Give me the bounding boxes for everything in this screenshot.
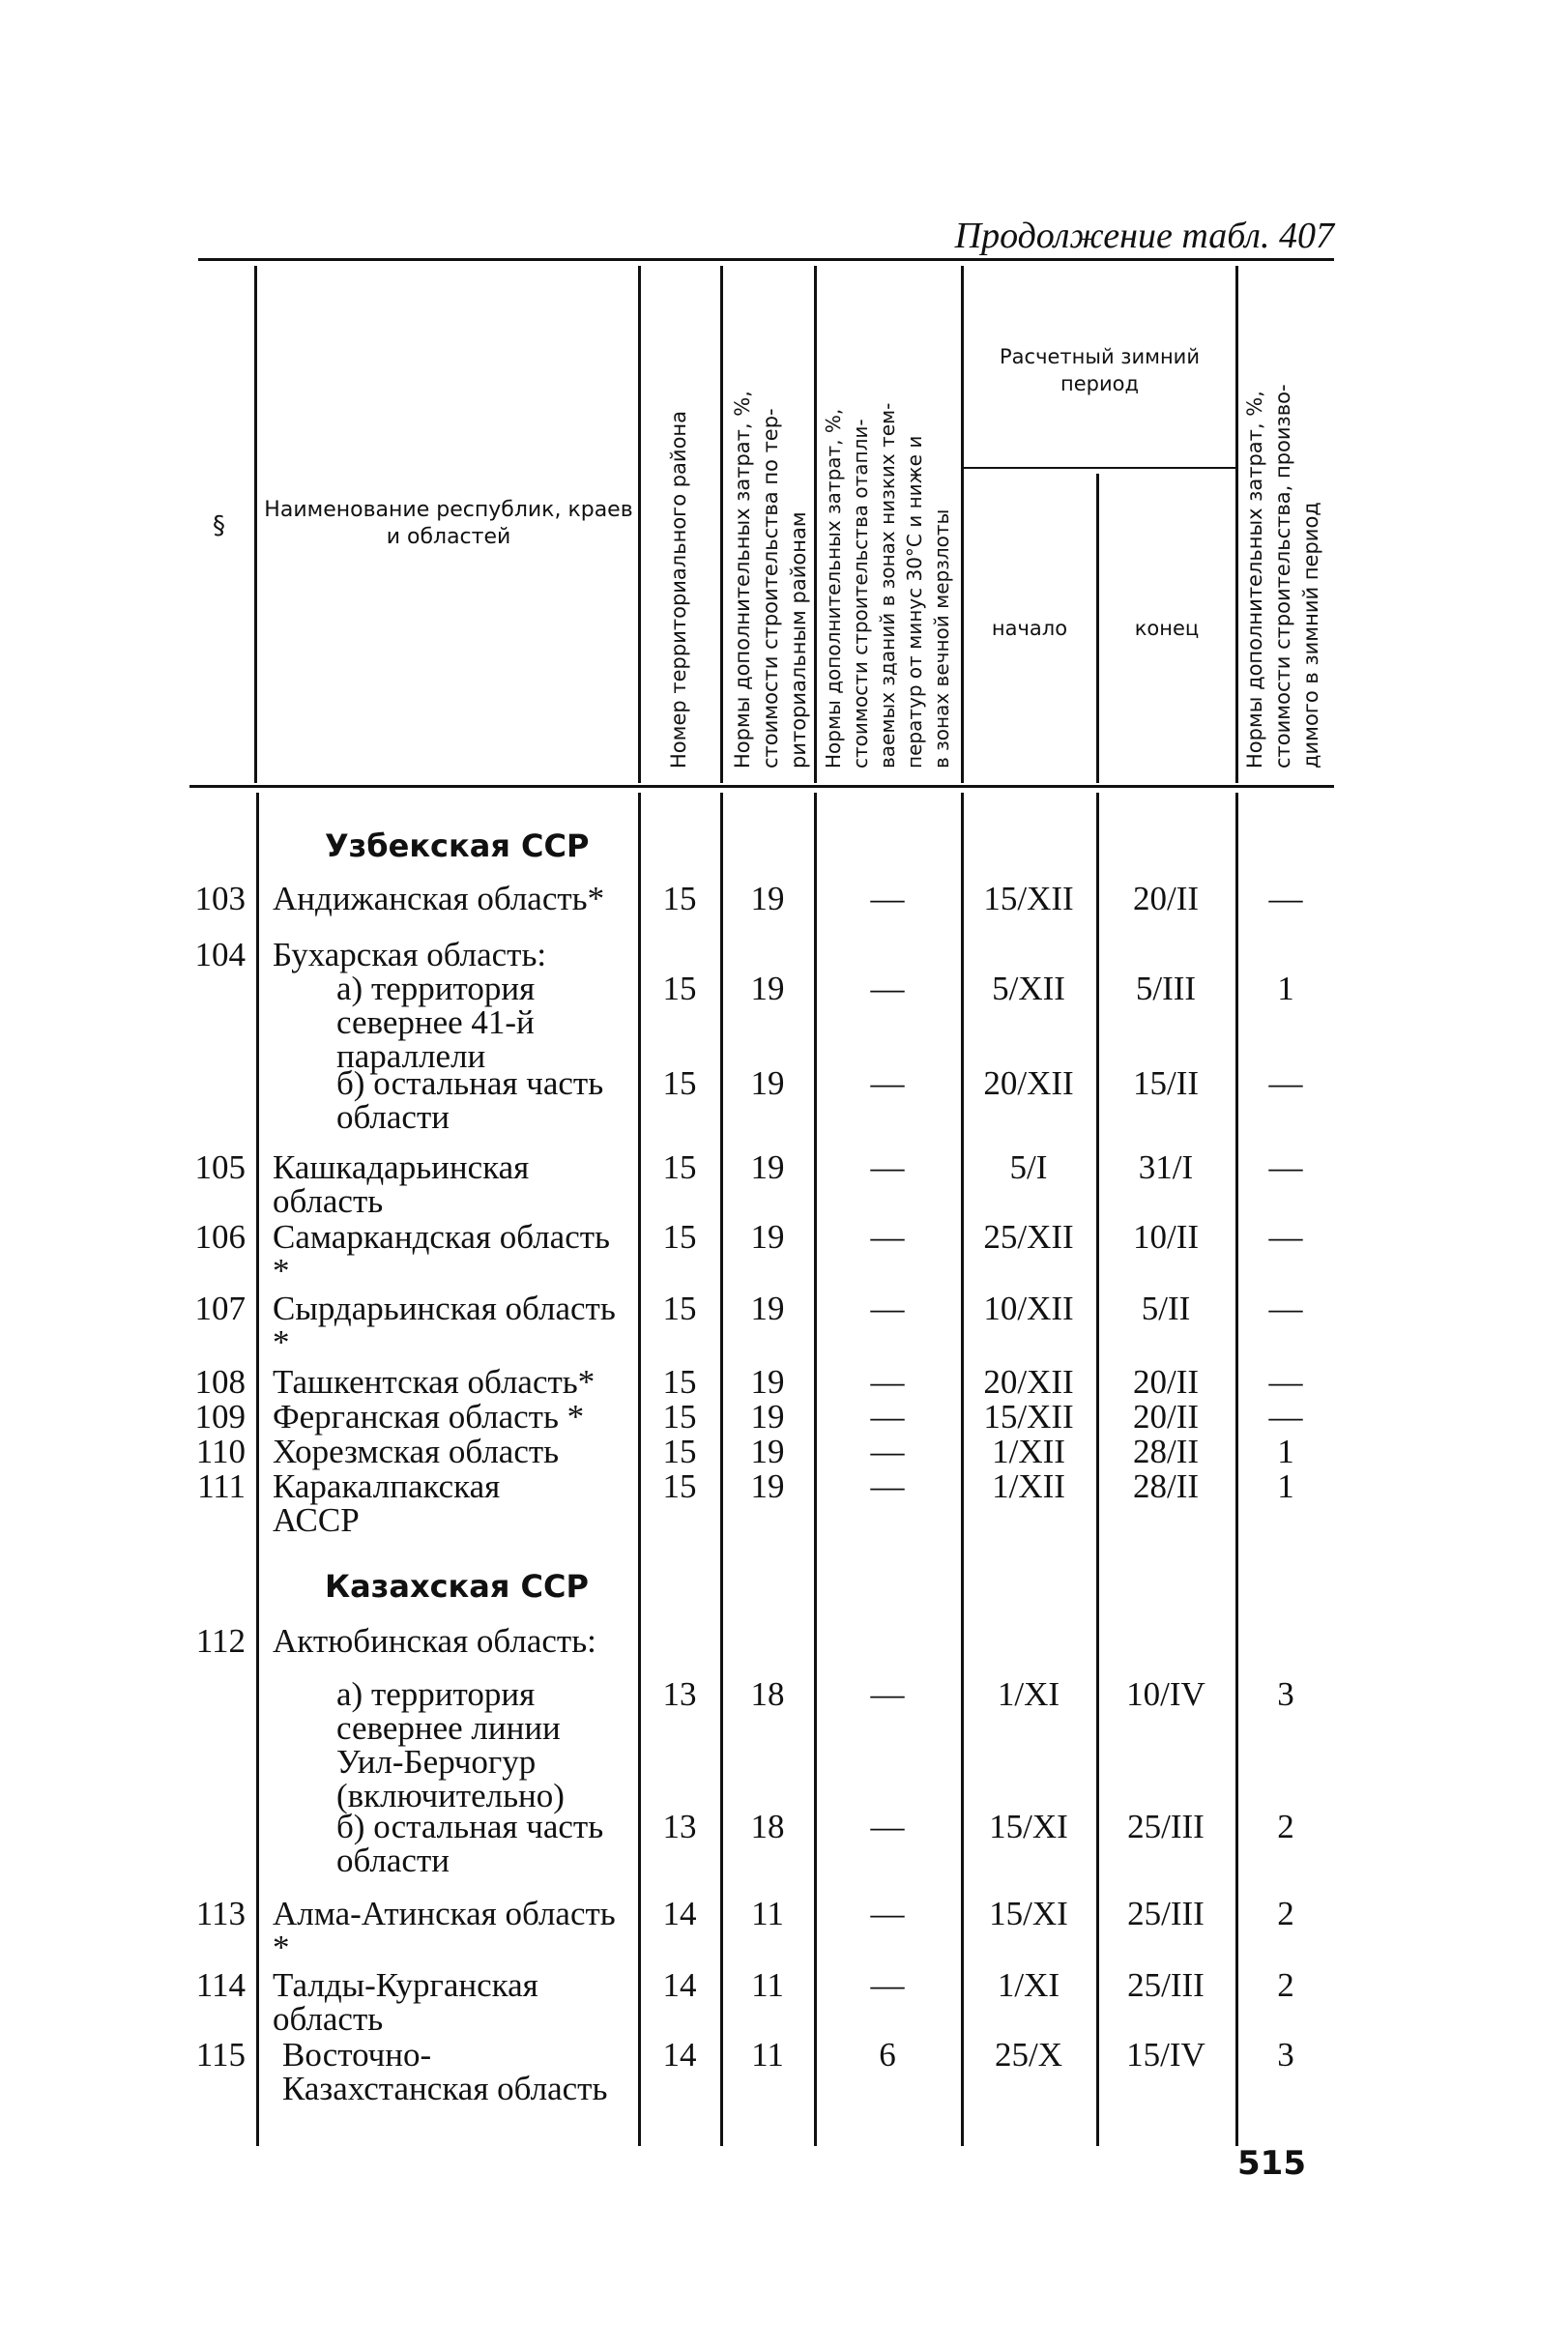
cell-s: 20/XII [983,1363,1074,1401]
cell-e: 10/IV [1126,1675,1205,1713]
cell-s: 25/X [995,2036,1062,2074]
header-winter-period: Расчетный зимний период [1000,345,1200,395]
row-number: 112 [195,1622,246,1660]
cell-s: 15/XII [983,880,1074,917]
cell-h: — [870,1895,905,1932]
row-number: 108 [194,1363,246,1401]
row-number: 105 [194,1148,246,1186]
cell-h: — [870,1467,905,1505]
column-divider [1096,474,1099,783]
cell-e: 20/II [1132,1363,1200,1401]
row-number: 107 [194,1290,246,1327]
section-heading: Узбекская ССР [325,827,590,864]
cell-h: — [870,1218,905,1256]
row-name: Талды-Курганская область [273,1966,538,2038]
cell-d: 13 [662,1808,697,1845]
cell-d: 14 [662,1895,697,1932]
cell-s: 1/XII [992,1433,1065,1470]
cell-h: — [870,1398,905,1436]
row-number: 111 [197,1467,246,1505]
column-divider [1235,266,1238,783]
row-number: 110 [195,1433,246,1470]
cell-s: 25/XII [983,1218,1074,1256]
cell-t: 19 [750,1398,785,1436]
row-name: а) территория севернее линии Уил-Берчогур (включительно) [336,1675,565,1814]
row-name: Бухарская область: [273,936,547,973]
cell-w: 2 [1277,1966,1294,2004]
column-divider [961,266,964,783]
cell-e: 20/II [1132,880,1200,917]
table-top-rule [198,258,1334,261]
header-name: Наименование республик, краев и областей [264,498,633,549]
row-number: 113 [195,1895,246,1932]
cell-d: 14 [662,1966,697,2004]
cell-e: 5/II [1141,1290,1191,1327]
row-name: б) остальная часть области [336,1808,604,1879]
cell-t: 19 [750,1290,785,1327]
row-number: 114 [195,1966,246,2004]
header-end: конец [1134,617,1200,640]
row-name: б) остальная часть области [336,1064,604,1136]
row-number: 104 [194,936,246,973]
cell-w: — [1268,1148,1303,1186]
cell-s: 5/I [1009,1148,1048,1186]
row-name: Актюбинская область: [273,1622,596,1660]
cell-t: 19 [750,1218,785,1256]
column-divider [814,266,817,783]
column-divider [720,266,723,783]
cell-d: 13 [662,1675,697,1713]
cell-w: — [1268,1218,1303,1256]
row-name: Восточно-Казахстанская область [282,2036,608,2107]
cell-s: 15/XI [989,1808,1068,1845]
row-name: а) территория севернее 41-й параллели [336,970,536,1075]
cell-e: 31/I [1138,1148,1194,1186]
cell-t: 19 [750,1467,785,1505]
cell-w: 3 [1277,1675,1294,1713]
row-name: Ташкентская область* [273,1363,595,1401]
cell-t: 19 [750,1064,785,1102]
cell-w: 2 [1277,1808,1294,1845]
cell-h: — [870,1290,905,1327]
cell-d: 15 [662,1467,697,1505]
cell-t: 19 [750,970,785,1007]
cell-t: 19 [750,880,785,917]
cell-d: 15 [662,1433,697,1470]
cell-h: — [870,1064,905,1102]
row-name: Ферганская область * [273,1398,585,1436]
cell-w: 1 [1277,1433,1294,1470]
cell-h: — [870,1363,905,1401]
cell-e: 28/II [1132,1467,1200,1505]
cell-e: 28/II [1132,1433,1200,1470]
cell-t: 11 [751,1895,784,1932]
cell-d: 15 [662,1064,697,1102]
cell-w: — [1268,1290,1303,1327]
row-name: Алма-Атинская область * [273,1895,616,1966]
cell-w: — [1268,1398,1303,1436]
header-norm-territory: Нормы дополнительных затрат, %, стоимости строительства по тер- риториальным районам [731,391,810,769]
column-divider [256,793,259,2146]
cell-e: 5/III [1135,970,1197,1007]
cell-t: 11 [751,1966,784,2004]
cell-h: — [870,1148,905,1186]
row-name: Кашкадарьинская область [273,1148,530,1220]
cell-t: 19 [750,1148,785,1186]
cell-d: 15 [662,1290,697,1327]
cell-s: 1/XII [992,1467,1065,1505]
cell-h: — [870,880,905,917]
cell-d: 15 [662,1398,697,1436]
cell-e: 25/III [1127,1895,1205,1932]
cell-s: 20/XII [983,1064,1074,1102]
cell-d: 15 [662,1148,697,1186]
cell-s: 10/XII [983,1290,1074,1327]
cell-w: — [1268,1064,1303,1102]
cell-e: 20/II [1132,1398,1200,1436]
cell-w: — [1268,1363,1303,1401]
cell-d: 15 [662,1218,697,1256]
cell-h: — [870,1433,905,1470]
cell-s: 5/XII [992,970,1065,1007]
header-section-sign: § [213,511,225,540]
page-number: 515 [1237,2144,1306,2183]
cell-w: 3 [1277,2036,1294,2074]
cell-e: 25/III [1127,1808,1205,1845]
cell-h: 6 [879,2036,896,2074]
header-bottom-rule [189,785,1334,788]
row-number: 103 [194,880,246,917]
row-number: 109 [194,1398,246,1436]
cell-w: 1 [1277,970,1294,1007]
header-norm-heating: Нормы дополнительных затрат, %, стоимости строительства отапли- ваемых зданий в зонах низких тем- ператур от минус 30°С и ниже и в зонах вечной мерзлоты [822,402,953,769]
header-start: начало [991,617,1068,640]
column-divider [254,266,257,783]
cell-h: — [870,1808,905,1845]
cell-t: 19 [750,1363,785,1401]
cell-t: 11 [751,2036,784,2074]
cell-e: 15/II [1132,1064,1200,1102]
cell-e: 10/II [1132,1218,1200,1256]
cell-h: — [870,1675,905,1713]
cell-t: 18 [750,1808,785,1845]
column-divider [638,266,641,783]
row-name: Каракалпакская АССР [273,1467,501,1539]
row-name: Андижанская область* [273,880,605,917]
row-name: Сырдарьинская область * [273,1290,616,1361]
cell-e: 25/III [1127,1966,1205,2004]
row-name: Самаркандская область * [273,1218,610,1290]
cell-d: 14 [662,2036,697,2074]
cell-d: 15 [662,880,697,917]
table-caption: Продолжение табл. 407 [954,216,1334,256]
cell-e: 15/IV [1126,2036,1205,2074]
cell-s: 15/XI [989,1895,1068,1932]
section-heading: Казахская ССР [325,1568,589,1605]
row-number: 115 [195,2036,246,2074]
winter-period-rule [963,467,1235,469]
cell-s: 15/XII [983,1398,1074,1436]
header-norm-winter: Нормы дополнительных затрат, %, стоимости строительства, произво- димого в зимний период [1243,384,1322,769]
header-district: Номер территориального района [667,410,690,769]
cell-s: 1/XI [997,1966,1060,2004]
cell-w: — [1268,880,1303,917]
row-name: Хорезмская область [273,1433,560,1470]
cell-w: 1 [1277,1467,1294,1505]
cell-d: 15 [662,1363,697,1401]
cell-h: — [870,1966,905,2004]
cell-s: 1/XI [997,1675,1060,1713]
cell-h: — [870,970,905,1007]
cell-w: 2 [1277,1895,1294,1932]
row-number: 106 [194,1218,246,1256]
cell-t: 18 [750,1675,785,1713]
cell-d: 15 [662,970,697,1007]
cell-t: 19 [750,1433,785,1470]
